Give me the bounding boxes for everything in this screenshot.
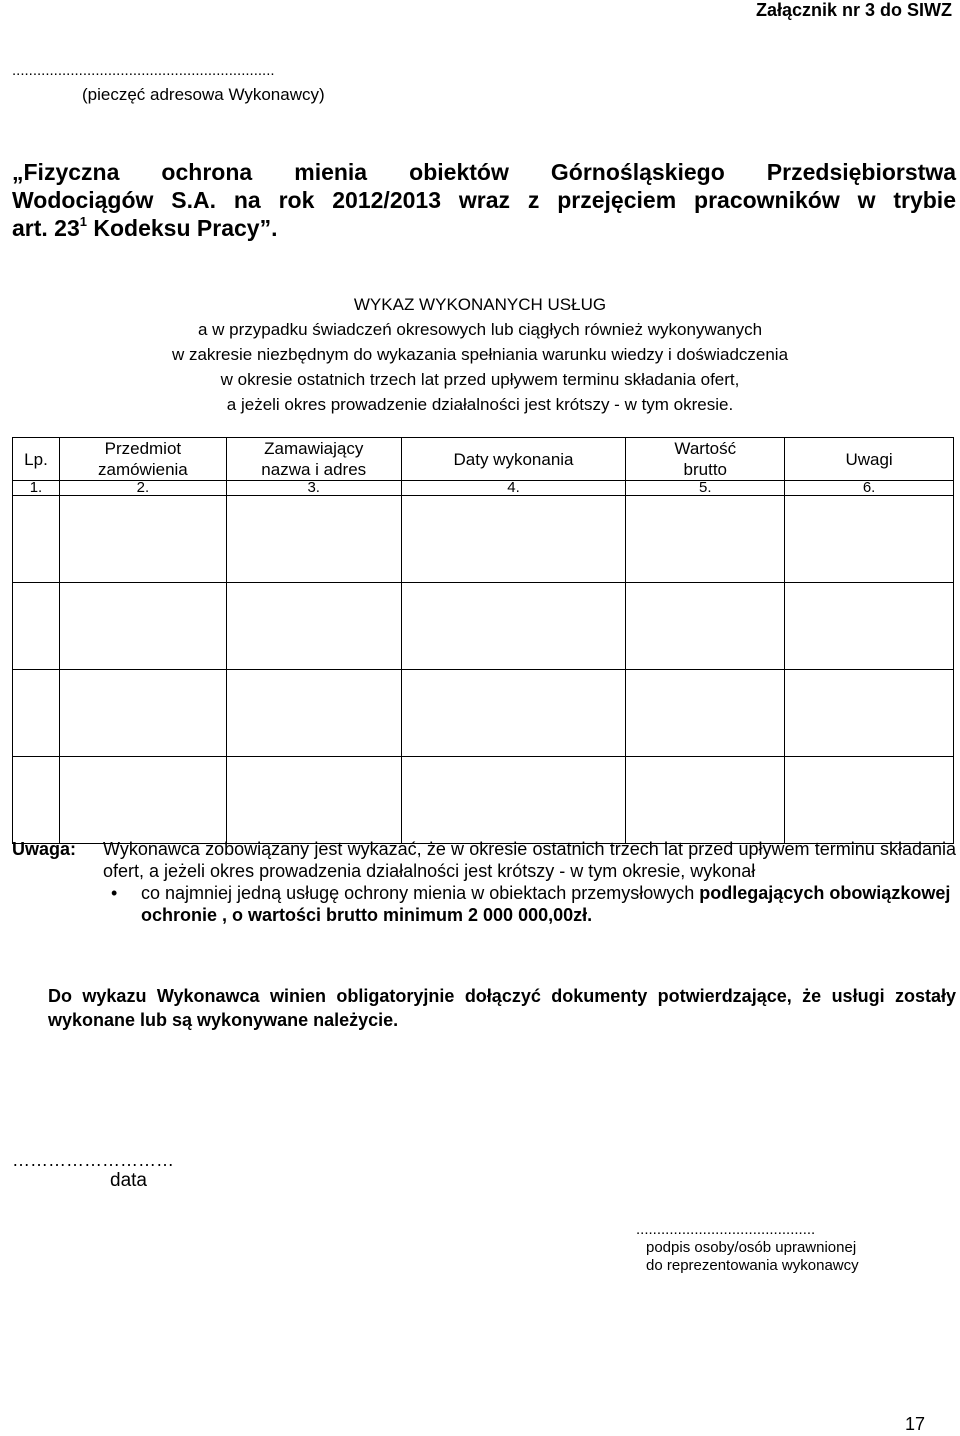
table-row [13,496,954,583]
table-row [13,757,954,844]
header-lp: Lp. [13,438,60,481]
intro-line: a w przypadku świadczeń okresowych lub ciągłych również wykonywanych [197,320,763,339]
header-remarks: Uwagi [785,438,954,481]
bullet-text: co najmniej jedną usługę ochrony mienia w obiektach przemysłowych podlegających obowiązkowej ochronie , o wartości brutto minimum 2 000 000,00zł. [141,883,951,925]
title-line-3: art. $23^1$ Kodeksu Pracy”. [12,214,278,241]
intro-line: a jeżeli okres prowadzenie działalności jest krótszy - w tym okresie. [226,395,734,414]
header-value: Wartość brutto [626,438,785,481]
intro-line: w zakresie niezbędnym do wykazania spełniania warunku wiedzy i doświadczenia [171,345,789,364]
header-ordering-party: Zamawiający nazwa i adres [226,438,401,481]
date-dotted-line: ……………………… [12,1150,174,1170]
table-header-row [13,438,954,481]
document-title [12,158,956,242]
services-table [12,437,954,844]
page-number: 17 [904,1414,925,1434]
final-note: Do wykazu Wykonawca winien obligatoryjnie dołączyć dokumenty potwierdzające, że usługi zostały wykonane lub są wykonywane należycie. [48,986,956,1030]
column-number: 5. [626,481,785,496]
title-line-1: „Fizyczna ochrona mienia obiektów Górnośląskiego Przedsiębiorstwa [12,159,956,185]
column-number: 1. [13,481,60,496]
column-number: 2. [59,481,226,496]
table-row [13,583,954,670]
column-number: 3. [226,481,401,496]
intro-block [0,292,960,417]
title-superscript: 1 [79,214,87,229]
stamp-dotted-line: ............................................................... [12,62,275,79]
header-subject: Przedmiot zamówienia [59,438,226,481]
column-number: 6. [785,481,954,496]
stamp-label: (pieczęć adresowa Wykonawcy) [82,85,325,104]
note-text: Wykonawca zobowiązany jest wykazać, że w okresie ostatnich trzech lat przed upływem terminu składania ofert, a jeżeli okres prowadzenia działalności jest krótszy - w tym okresie, wykonał [103,839,956,881]
header-dates: Daty wykonania [401,438,626,481]
note-bullet-item [103,882,956,926]
attachment-label: Załącznik nr 3 do SIWZ [755,0,952,20]
intro-line: w okresie ostatnich trzech lat przed upływem terminu składania ofert, [220,370,740,389]
bullet-icon: • [111,883,118,903]
list-heading: WYKAZ WYKONANYCH USŁUG [353,295,607,314]
note-block [12,838,956,926]
signature-label: podpis osoby/osób uprawnionej do reprezentowania wykonawcy [646,1239,859,1274]
title-line-2: Wodociągów S.A. na rok 2012/2013 wraz z przejęciem pracowników w trybie [12,187,956,213]
date-label: data [110,1170,147,1191]
table-row [13,670,954,757]
signature-dotted-line: ........................................... [636,1221,816,1238]
table-numbering-row [13,481,954,496]
column-number: 4. [401,481,626,496]
note-label: Uwaga: [12,839,77,859]
